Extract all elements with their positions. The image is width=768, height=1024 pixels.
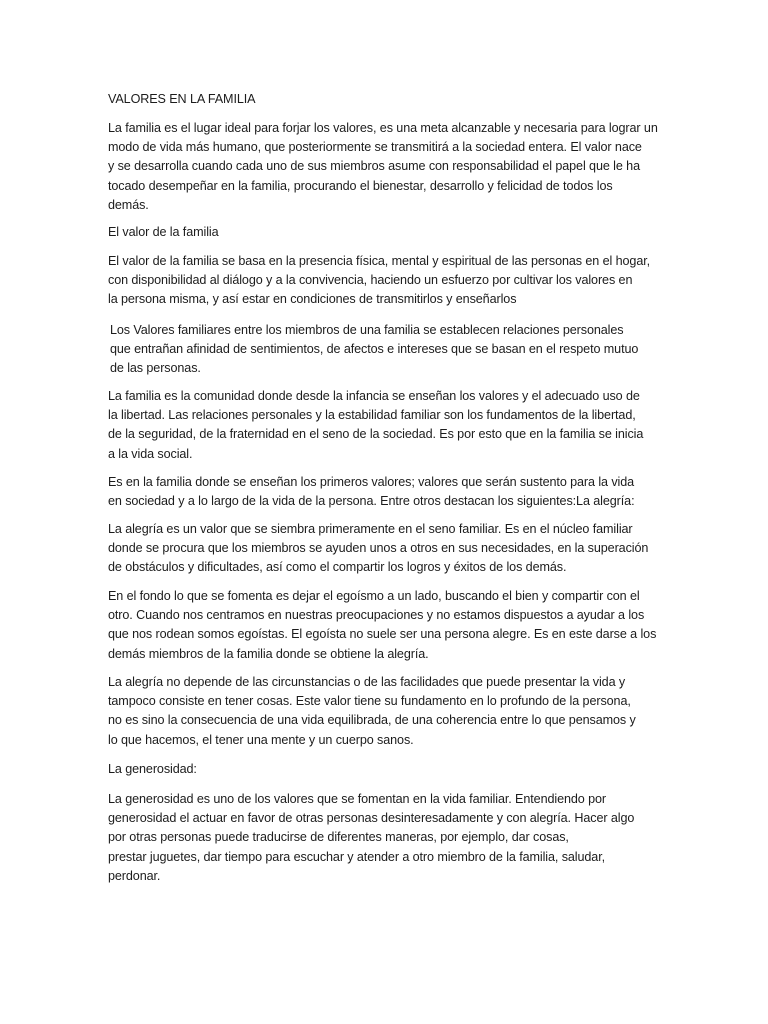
paragraph-line: de la seguridad, de la fraternidad en el seno de la sociedad. Es por esto que en la familia se inicia — [108, 427, 644, 442]
paragraph-line: demás. — [108, 197, 149, 212]
paragraph-line: prestar juguetes, dar tiempo para escuchar y atender a otro miembro de la familia, saludar, — [108, 849, 606, 864]
paragraph-line: no es sino la consecuencia de una vida equilibrada, de una coherencia entre lo que pensamos y — [108, 713, 636, 728]
paragraph-line: La alegría es un valor que se siembra primeramente en el seno familiar. Es en el núcleo familiar — [108, 522, 633, 536]
title-text: VALORES EN LA FAMILIA — [108, 92, 256, 106]
paragraph-line: por otras personas puede traducirse de diferentes maneras, por ejemplo, dar cosas, — [108, 830, 569, 845]
paragraph-line: lo que hacemos, el tener una mente y un cuerpo sanos. — [108, 732, 414, 747]
paragraph-line: tocado desempeñar en la familia, procurando el bienestar, desarrollo y felicidad de todos los — [108, 178, 613, 193]
paragraph-line: generosidad el actuar en favor de otras personas desinteresadamente y con alegría. Hacer algo — [108, 811, 635, 826]
alegria-paragraph — [108, 520, 668, 578]
document-title — [108, 90, 668, 109]
section-heading — [108, 223, 668, 242]
paragraph-line: La familia es el lugar ideal para forjar los valores, es una meta alcanzable y necesaria para lograr un — [108, 121, 658, 135]
paragraph-line: en sociedad y a lo largo de la vida de la persona. Entre otros destacan los siguientes:La alegría: — [108, 494, 635, 509]
heading-text: El valor de la familia — [108, 225, 219, 239]
paragraph-line: Los Valores familiares entre los miembros de una familia se establecen relaciones personales — [110, 323, 624, 337]
paragraph-line: En el fondo lo que se fomenta es dejar el egoísmo a un lado, buscando el bien y compartir con el — [108, 589, 640, 603]
paragraph-line: otro. Cuando nos centramos en nuestras preocupaciones y no estamos dispuestos a ayudar a los — [108, 608, 645, 623]
paragraph-line: la libertad. Las relaciones personales y la estabilidad familiar son los fundamentos de la libertad, — [108, 408, 636, 423]
paragraph-line: La alegría no depende de las circunstancias o de las facilidades que puede presentar la vida y — [108, 675, 626, 689]
paragraph-line: demás miembros de la familia donde se obtiene la alegría. — [108, 646, 429, 661]
paragraph-line: perdonar. — [108, 868, 161, 883]
valores-paragraph — [110, 321, 670, 379]
paragraph-line: y se desarrolla cuando cada uno de sus miembros asume con responsabilidad el papel que le ha — [108, 159, 640, 174]
paragraph-line: donde se procura que los miembros se ayuden unos a otros en sus necesidades, en la superación — [108, 541, 649, 556]
section-paragraph — [108, 252, 668, 310]
comunidad-paragraph — [108, 387, 668, 464]
paragraph-line: La familia es la comunidad donde desde la infancia se enseñan los valores y el adecuado uso de — [108, 389, 640, 403]
primeros-valores-paragraph — [108, 473, 668, 511]
paragraph-line: con disponibilidad al diálogo y a la convivencia, haciendo un esfuerzo por cultivar los valores en — [108, 273, 633, 288]
paragraph-line: de obstáculos y dificultades, así como el compartir los logros y éxitos de los demás. — [108, 560, 567, 575]
paragraph-line: que nos rodean somos egoístas. El egoísta no suele ser una persona alegre. Es en este darse a los — [108, 627, 657, 642]
paragraph-line: a la vida social. — [108, 446, 193, 461]
intro-paragraph — [108, 119, 668, 215]
paragraph-line: Es en la familia donde se enseñan los primeros valores; valores que serán sustento para la vida — [108, 475, 635, 489]
paragraph-line: que entrañan afinidad de sentimientos, de afectos e intereses que se basan en el respeto mutuo — [110, 342, 639, 357]
paragraph-line: modo de vida más humano, que posteriormente se transmitirá a la sociedad entera. El valor nace — [108, 140, 642, 155]
paragraph-line: la persona misma, y así estar en condiciones de transmitirlos y enseñarlos — [108, 292, 517, 307]
paragraph-line: de las personas. — [110, 361, 201, 376]
generosidad-heading — [108, 760, 668, 779]
paragraph-line: La generosidad es uno de los valores que se fomentan en la vida familiar. Entendiendo por — [108, 792, 606, 806]
paragraph-line: El valor de la familia se basa en la presencia física, mental y espiritual de las personas en el hogar, — [108, 254, 651, 268]
circunstancias-paragraph — [108, 673, 668, 750]
generosidad-paragraph — [108, 790, 668, 886]
egoismo-paragraph — [108, 587, 668, 664]
heading-text: La generosidad: — [108, 762, 197, 776]
paragraph-line: tampoco consiste en tener cosas. Este valor tiene su fundamento en lo profundo de la persona, — [108, 694, 631, 709]
